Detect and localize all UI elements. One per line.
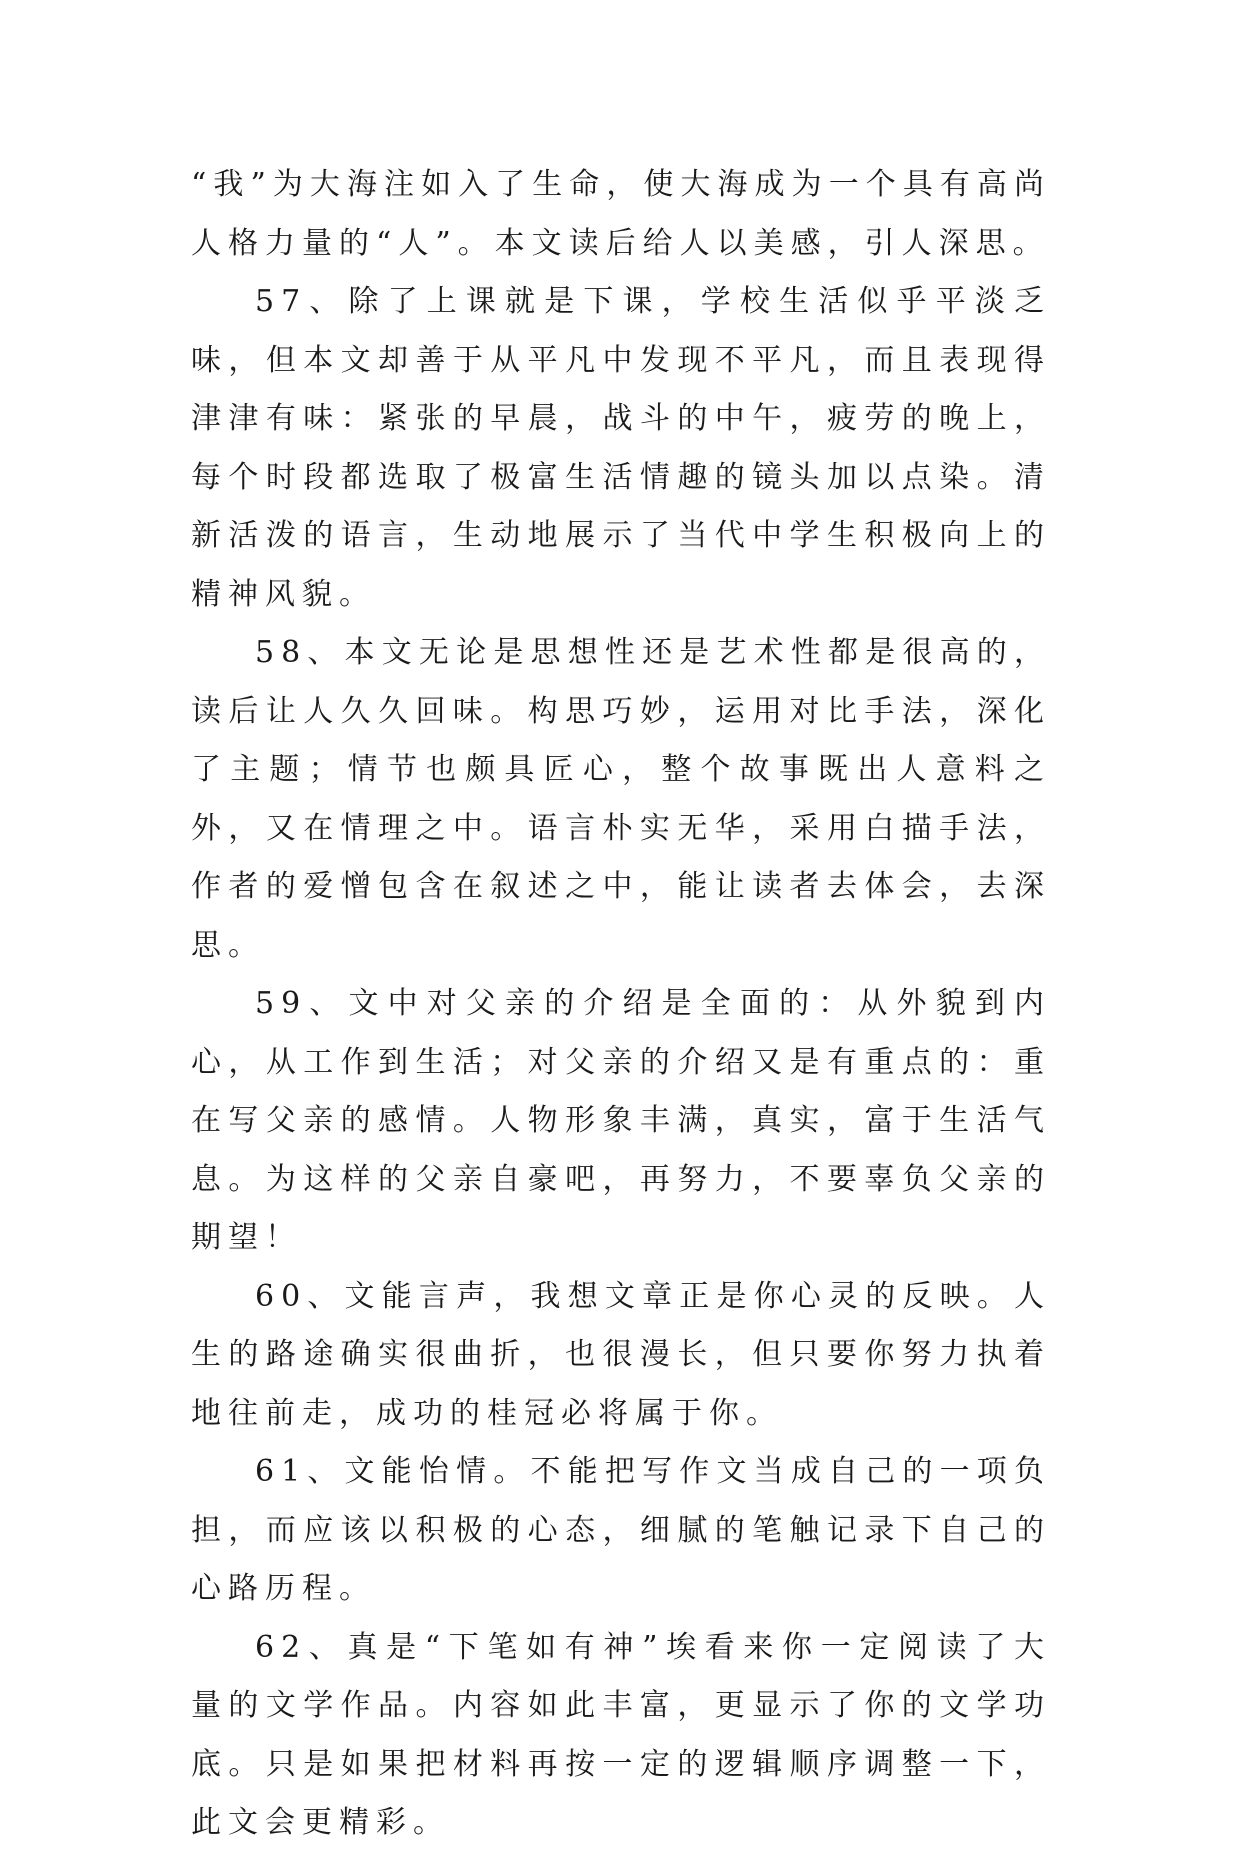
paragraph-60: 60、文能言声，我想文章正是你心灵的反映。人生的路途确实很曲折，也很漫长，但只要你努力执着地往前走，成功的桂冠必将属于你。	[191, 1278, 1051, 1431]
paragraph-57: 57、除了上课就是下课，学校生活似乎平淡乏味，但本文却善于从平凡中发现不平凡，而且表现得津津有味：紧张的早晨，战斗的中午，疲劳的晚上，每个时段都选取了极富生活情趣的镜头加以点染。清新活泼的语言，生动地展示了当代中学生积极向上的精神风貌。	[191, 284, 1051, 612]
paragraph-61: 61、文能怡情。不能把写作文当成自己的一项负担，而应该以积极的心态，细腻的笔触记录下自己的心路历程。	[191, 1454, 1051, 1606]
paragraph-62: 62、真是“下笔如有神”埃看来你一定阅读了大量的文学作品。内容如此丰富，更显示了你的文学功底。只是如果把材料再按一定的逻辑顺序调整一下，此文会更精彩。	[191, 1629, 1051, 1840]
paragraph-continued: “我”为大海注如入了生命，使大海成为一个具有高尚人格力量的“人”。本文读后给人以美感，引人深思。	[191, 167, 1051, 261]
paragraph-58: 58、本文无论是思想性还是艺术性都是很高的，读后让人久久回味。构思巧妙，运用对比手法，深化了主题；情节也颇具匠心，整个故事既出人意料之外，又在情理之中。语言朴实无华，采用白描手法，作者的爱憎包含在叙述之中，能让读者去体会，去深思。	[191, 635, 1051, 963]
document-body	[191, 156, 1051, 1853]
paragraph-59: 59、文中对父亲的介绍是全面的：从外貌到内心，从工作到生活；对父亲的介绍又是有重点的：重在写父亲的感情。人物形象丰满，真实，富于生活气息。为这样的父亲自豪吧，再努力，不要辜负父亲的期望！	[191, 986, 1051, 1255]
